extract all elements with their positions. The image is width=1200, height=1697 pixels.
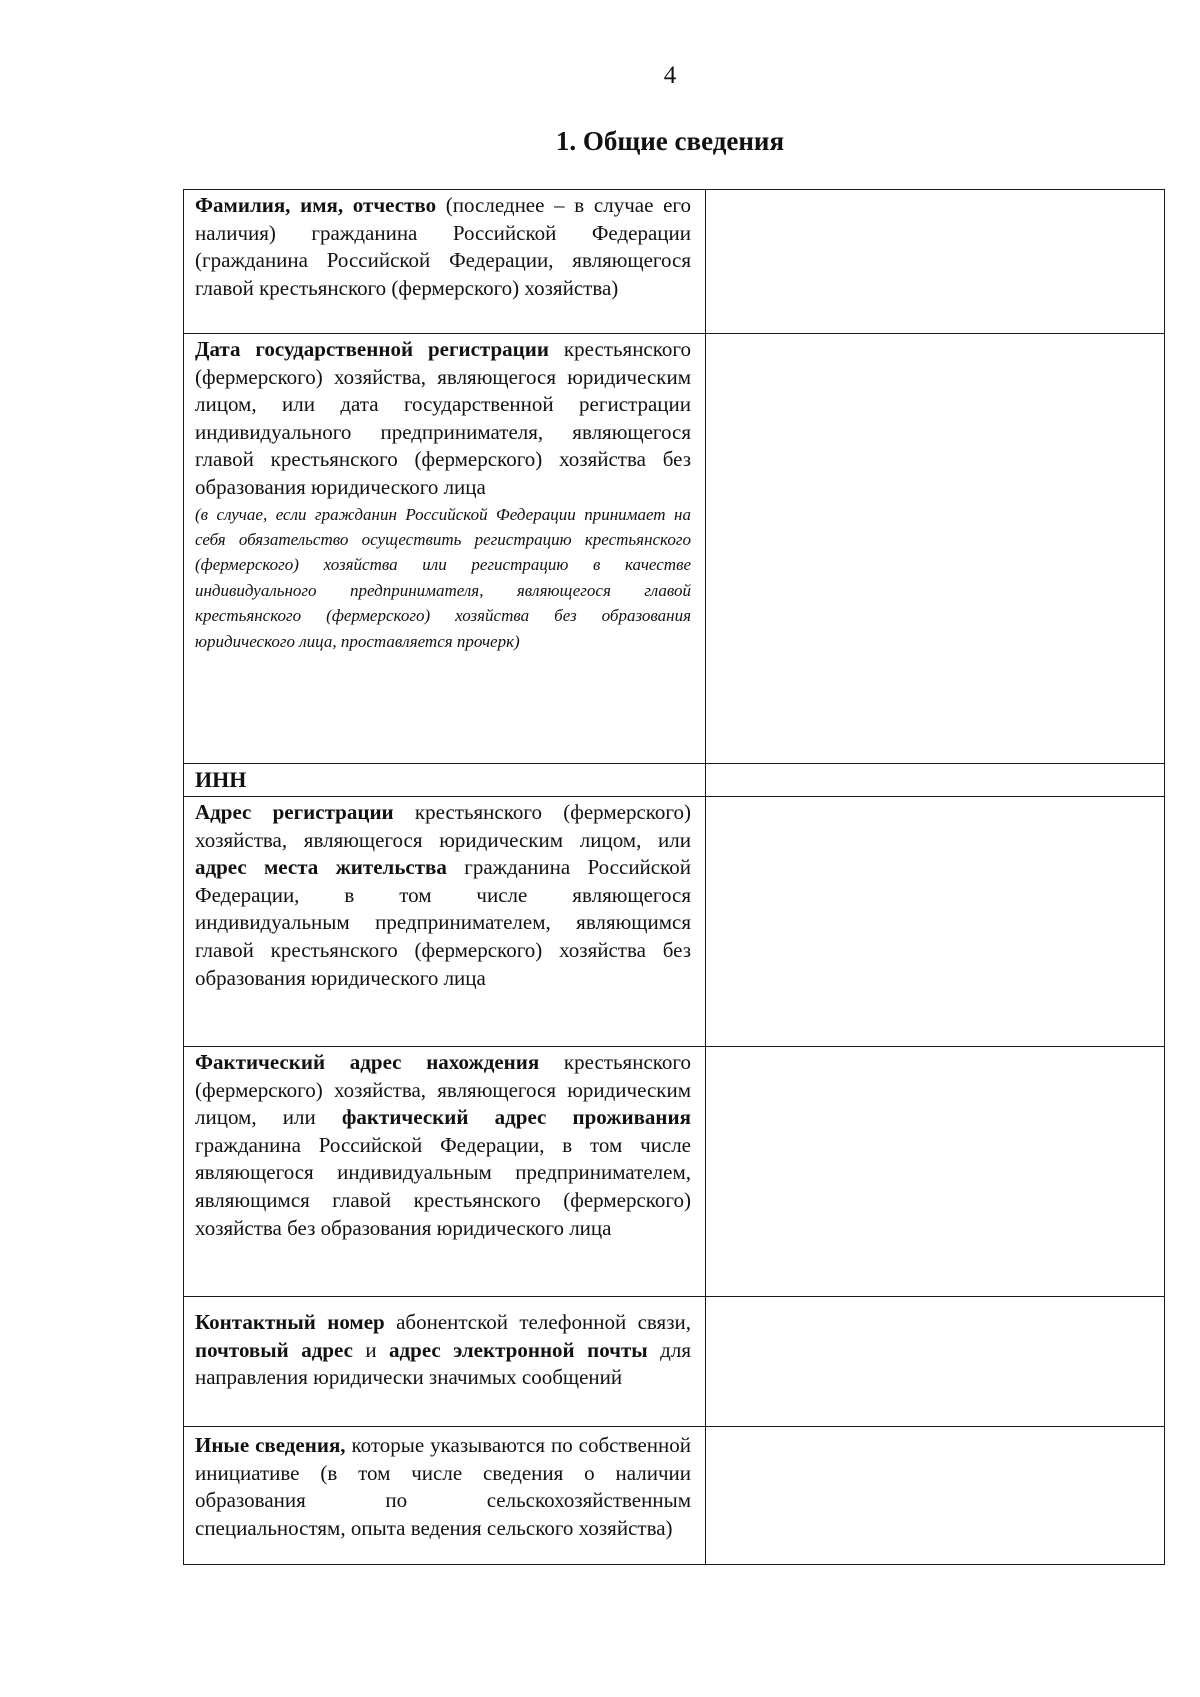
row-label-bold: Адрес регистрации (195, 800, 394, 824)
row-label-bold: адрес места жительства (195, 855, 447, 880)
row-label (184, 797, 706, 1047)
row-label-bold: Фактический адрес нахождения (195, 1050, 540, 1074)
row-label-text: (последнее – в случае его наличия) гражданина Российской Федерации (гражданина Российской Федерации, являющегося главой крестьянского (фермерского) хозяйства) (195, 193, 691, 300)
row-label-text: гражданина Российской Федерации, в том числе являющегося индивидуальным предпринимателем, являющимся главой крестьянского (фермерского) хозяйства без образования юридического лица (195, 1132, 691, 1240)
row-label-text: крестьянского (фермерского) хозяйства, являющегося юридическим лицом, или дата государственной регистрации индивидуального предпринимателя, являющегося главой крестьянского (фермерского) хозяйства без образования юридического лица (195, 337, 691, 499)
page-number: 4 (663, 62, 677, 89)
inn-field[interactable] (706, 764, 1165, 797)
contacts-field[interactable] (706, 1297, 1165, 1427)
full-name-field[interactable] (706, 190, 1165, 334)
row-label-text: гражданина Российской Федерации, в том числе являющегося индивидуальным предпринимателем, являющимся главой крестьянского (фермерского) хозяйства без образования юридического лица (195, 855, 691, 990)
row-other-info (184, 1427, 1165, 1565)
row-contacts (184, 1297, 1165, 1427)
row-label (184, 1427, 706, 1565)
registration-date-field[interactable] (706, 334, 1165, 764)
row-actual-address (184, 1047, 1165, 1297)
inn-label: ИНН (184, 764, 706, 797)
registration-address-field[interactable] (706, 797, 1165, 1047)
row-label-text: которые указываются по собственной инициативе (в том числе сведения о наличии образования по сельскохозяйственным специальностям, опыта ведения сельского хозяйства) (195, 1433, 691, 1540)
row-label (184, 1047, 706, 1297)
row-label-bold: адрес электронной почты (389, 1337, 648, 1362)
row-label-text: и (352, 1337, 390, 1362)
row-label (184, 190, 706, 334)
row-label-bold: Дата государственной регистрации (195, 337, 549, 361)
row-label-text: крестьянского (фермерского) хозяйства, являющегося юридическим лицом, или (195, 1050, 691, 1130)
actual-address-field[interactable] (706, 1047, 1165, 1297)
row-registration-address (184, 797, 1165, 1047)
row-label-text: абонентской телефонной связи, (384, 1310, 691, 1334)
row-label-bold: почтовый адрес (195, 1337, 353, 1362)
row-label-bold: Контактный номер (195, 1310, 385, 1334)
other-info-field[interactable] (706, 1427, 1165, 1565)
general-info-table (183, 189, 1165, 1565)
row-registration-date (184, 334, 1165, 764)
section-title: 1. Общие сведения (555, 126, 785, 156)
row-label-bold: Иные сведения, (195, 1433, 346, 1457)
row-label-bold: фактический адрес проживания (341, 1105, 691, 1130)
row-inn (184, 764, 1165, 797)
row-label-text: для направления юридически значимых сообщений (195, 1337, 691, 1390)
row-label-bold: Фамилия, имя, отчество (195, 193, 437, 217)
row-note: (в случае, если гражданин Российской Федерации принимает на себя обязательство осуществить регистрацию крестьянского (фермерского) хозяйства или регистрацию в качестве индивидуального предпринимателя, являющегося главой крестьянского (фермерского) хозяйства без образования юридического лица, проставляется прочерк) (195, 504, 691, 651)
row-label (184, 1297, 706, 1427)
row-full-name (184, 190, 1165, 334)
row-label (184, 334, 706, 764)
row-label-text: крестьянского (фермерского) хозяйства, являющегося юридическим лицом, или (195, 800, 691, 852)
